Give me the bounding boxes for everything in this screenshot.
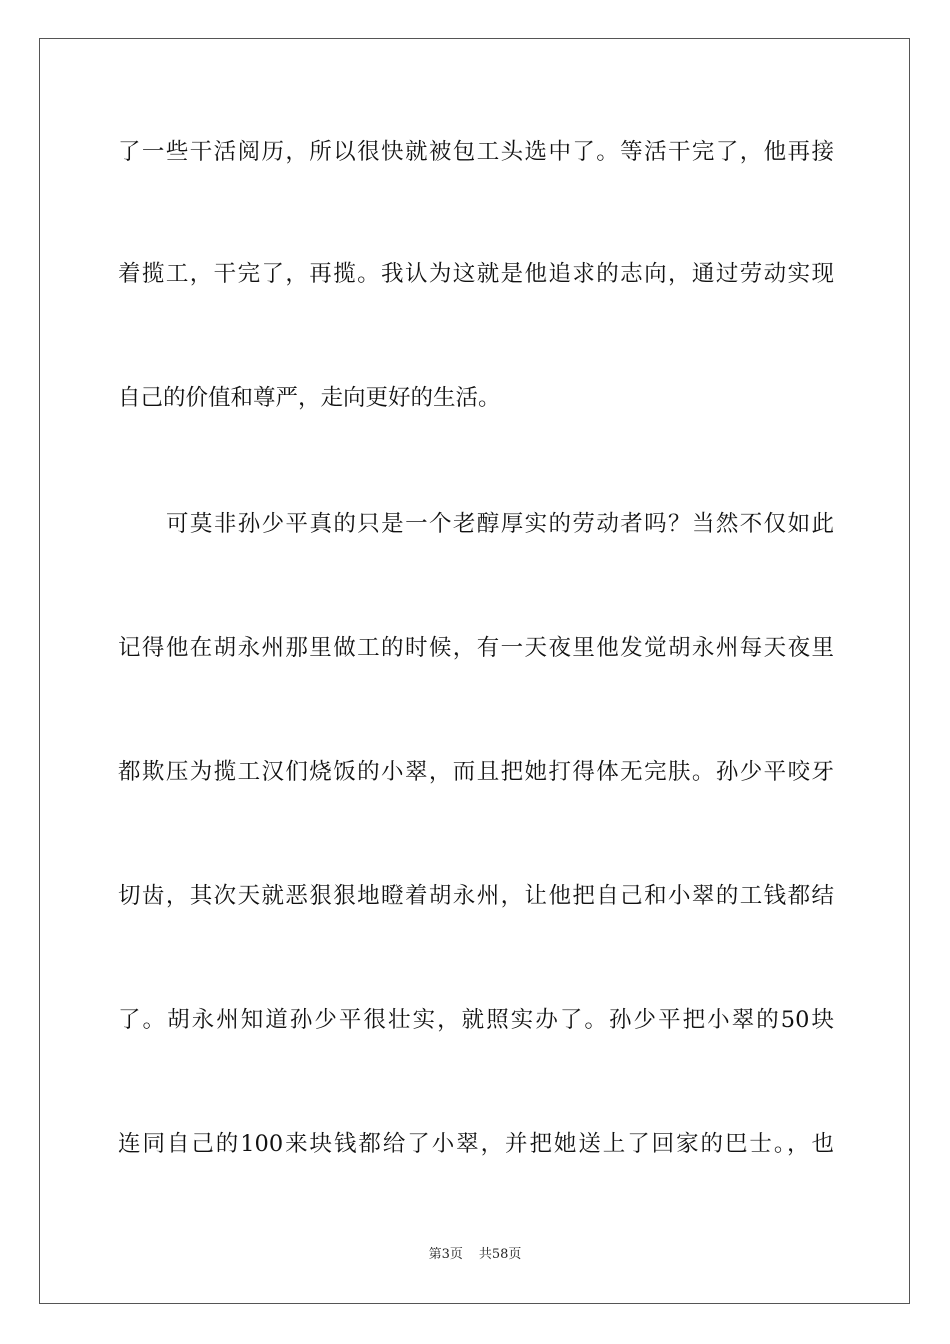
paragraph-first-line: 可莫非孙少平真的只是一个老醇厚实的劳动者吗？当然不仅如此 [166, 511, 834, 537]
text-line: 了。胡永州知道孙少平很壮实，就照实办了。孙少平把小翠的50块 [118, 1007, 834, 1033]
text-line: 都欺压为揽工汉们烧饭的小翠，而且把她打得体无完肤。孙少平咬牙 [118, 759, 834, 785]
text-line: 记得他在胡永州那里做工的时候，有一天夜里他发觉胡永州每天夜里 [118, 635, 834, 661]
text-line: 自己的价值和尊严，走向更好的生活。 [118, 385, 501, 411]
text-line: 着揽工，干完了，再揽。我认为这就是他追求的志向，通过劳动实现 [118, 261, 834, 287]
page-total: 共58页 [478, 1247, 522, 1262]
page-border [39, 38, 910, 1304]
text-line: 连同自己的100来块钱都给了小翠，并把她送上了回家的巴士。，也 [118, 1131, 834, 1157]
text-line: 切齿，其次天就恶狠狠地瞪着胡永州，让他把自己和小翠的工钱都结 [118, 883, 834, 909]
page-number: 第3页 [428, 1247, 463, 1262]
text-line: 了一些干活阅历，所以很快就被包工头选中了。等活干完了，他再接 [118, 139, 834, 165]
page-footer [0, 1246, 950, 1264]
